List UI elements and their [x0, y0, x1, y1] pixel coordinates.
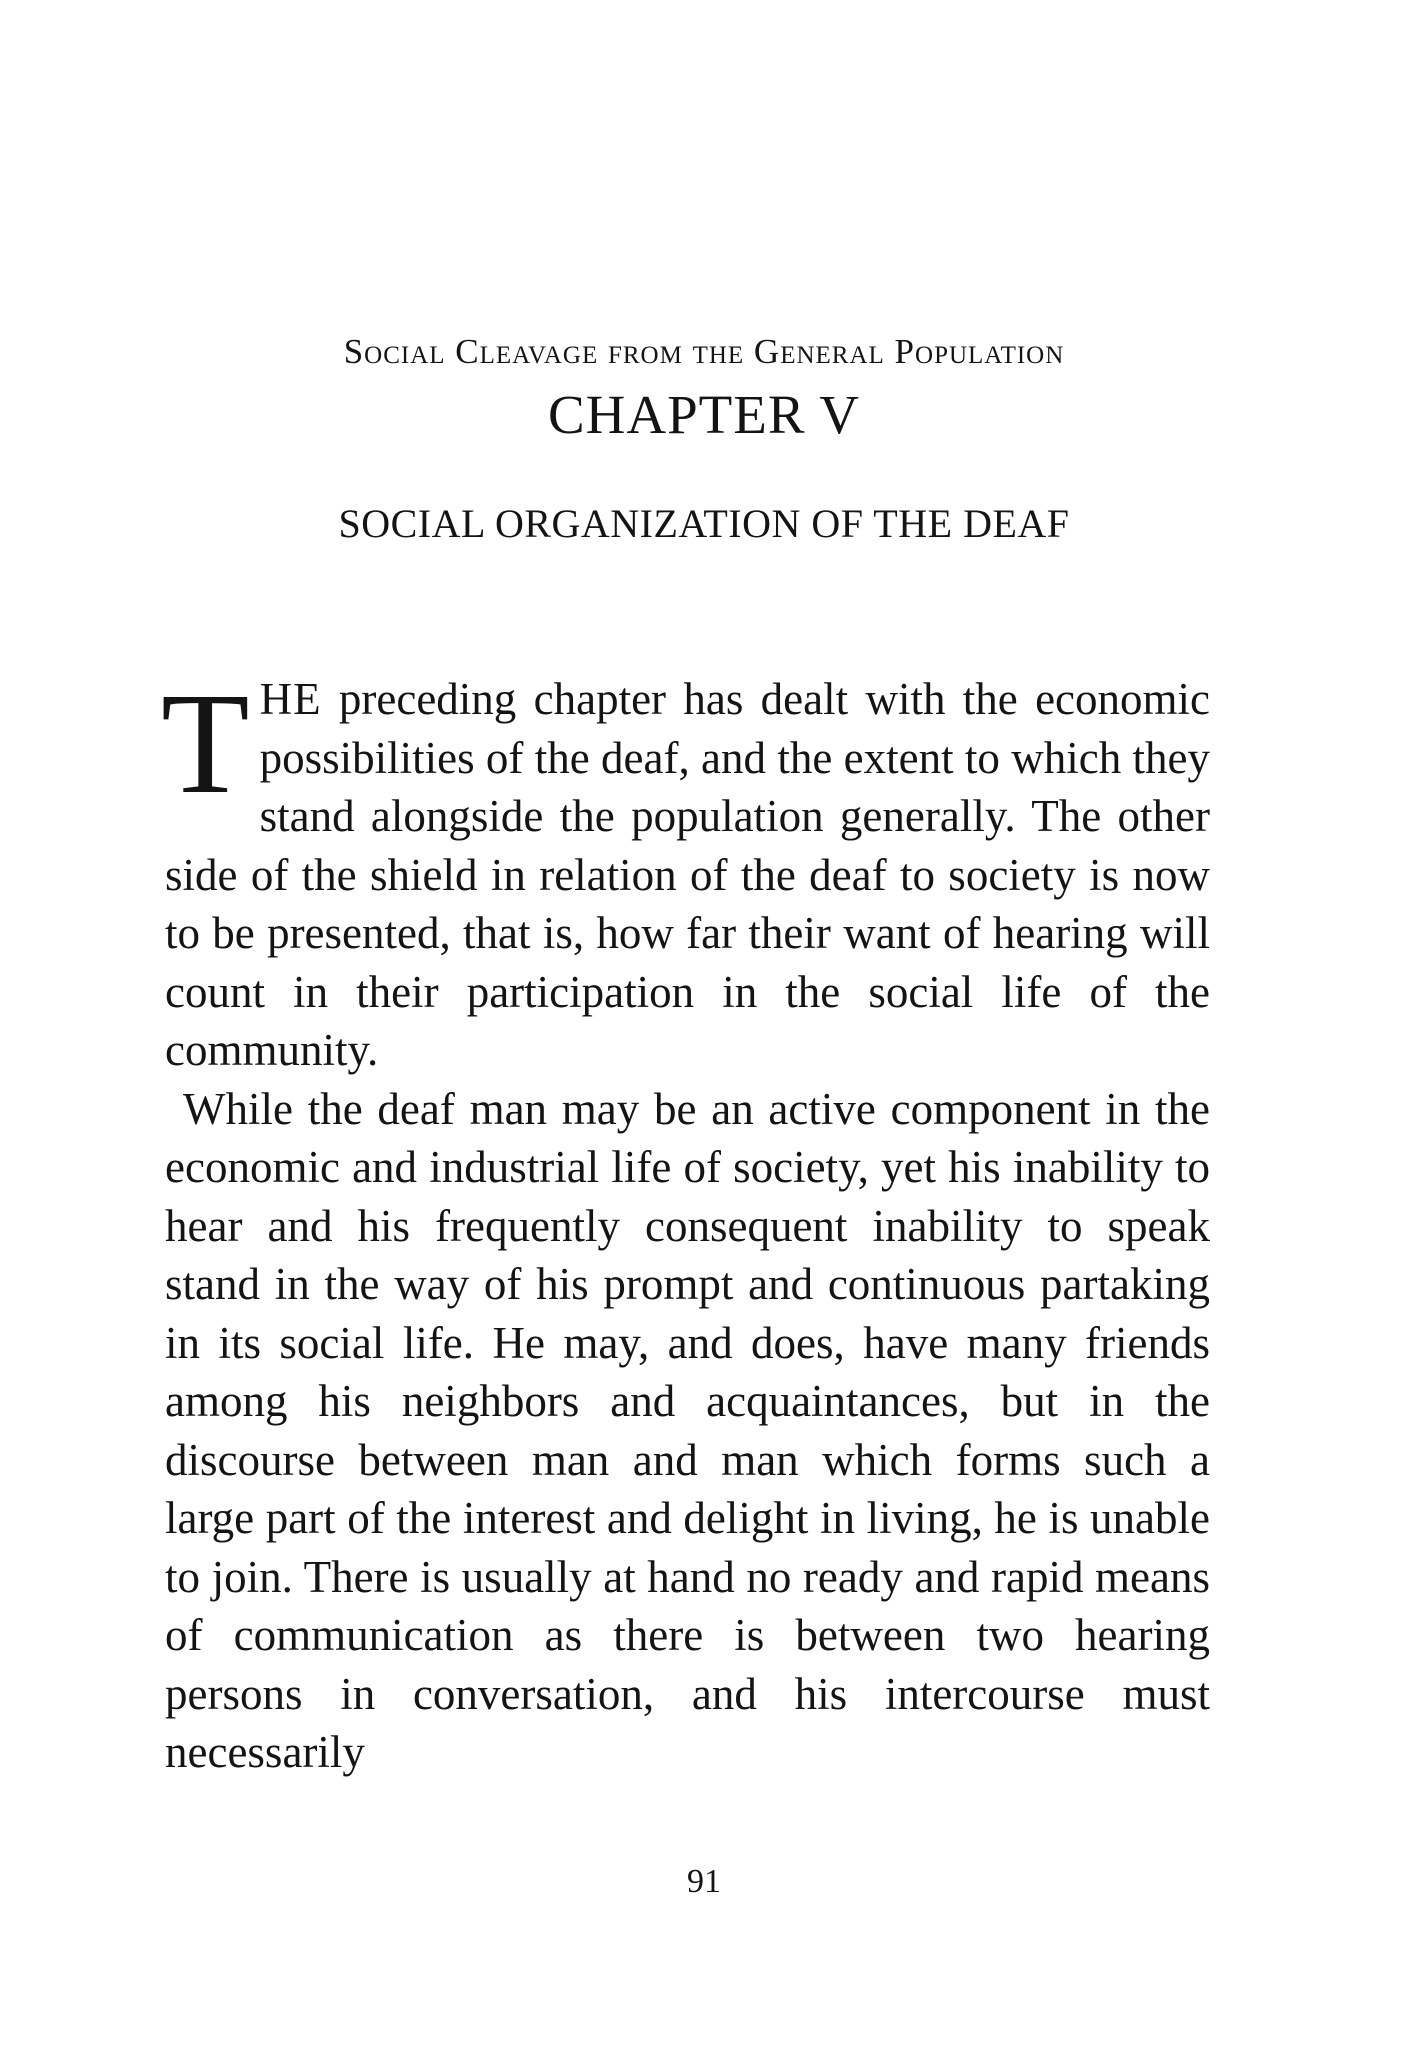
section-heading: Social Cleavage from the General Population — [343, 332, 1065, 371]
chapter-title: CHAPTER V — [547, 384, 861, 445]
paragraph-2: While the deaf man may be an active component in the economic and industrial life of society, yet his inability to hear and his frequently consequent inability to speak stand in the way of his prompt and continuous partaking in its social life. He may, and does, have many friends among his neighbors and acquaintances, but in the discourse between man and man which forms such a large part of the interest and delight in living, he is unable to join. There is usually at hand no ready and rapid means of communication as there is between two hearing persons in conversation, and his intercourse must necessarily — [165, 1083, 1210, 1777]
page-number: 91 — [687, 1863, 721, 1900]
chapter-subtitle: SOCIAL ORGANIZATION OF THE DEAF — [338, 501, 1070, 546]
paragraph-1-text: preceding chapter has dealt with the economic possibilities of the deaf, and the extent to which they stand alongside the population generally. The other side of the shield in relation of the deaf to society is now to be presented, that is, how far their want of hearing will count in their participation in the social life of the community. — [165, 674, 1210, 1075]
first-word-rest: HE — [259, 674, 322, 724]
drop-cap: T — [161, 664, 250, 824]
body-text — [161, 664, 1210, 1782]
paragraph-1 — [161, 664, 1210, 1080]
